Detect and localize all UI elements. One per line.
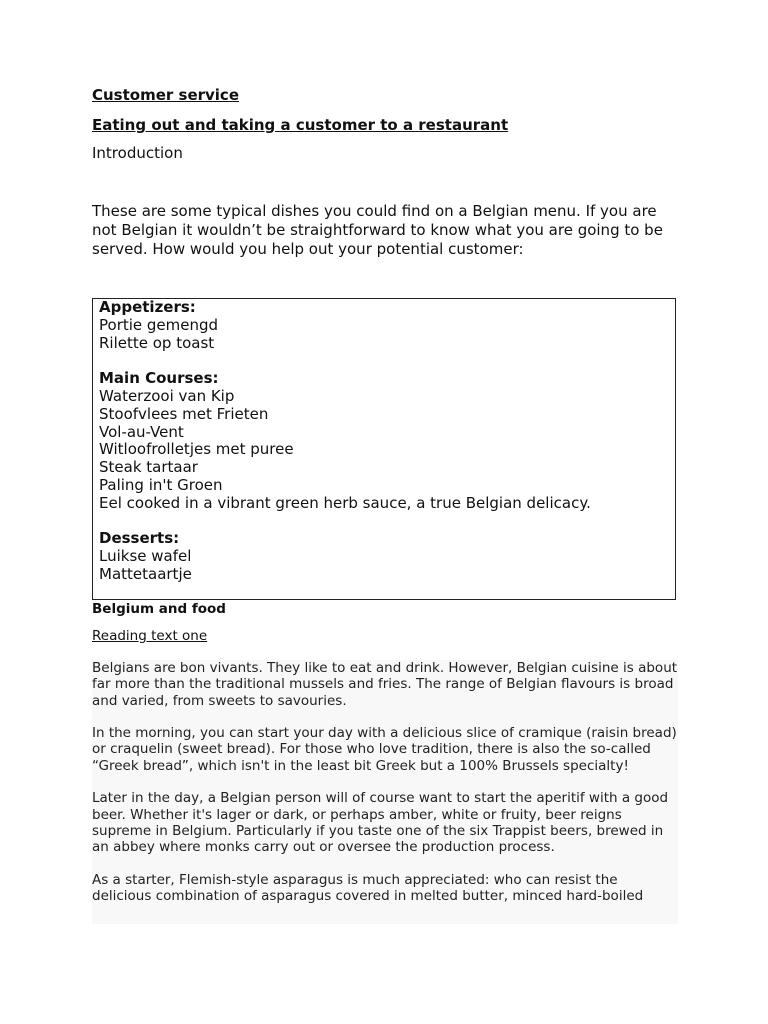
menu-item: Vol-au-Vent (99, 422, 184, 441)
heading-eating-out: Eating out and taking a customer to a restaurant (92, 116, 509, 134)
menu-item: Portie gemengd (99, 315, 219, 334)
appetizers-section (99, 299, 669, 352)
main-courses-list (99, 388, 669, 513)
appetizers-heading: Appetizers: (99, 298, 196, 316)
main-courses-section (99, 370, 669, 512)
reading-paragraph: Later in the day, a Belgian person will of course want to start the aperitif with a good beer. Whether it's lager or dark, or perhaps amber, white or fruity, beer reigns supreme in Belgium. Particularly if you taste one of the six Trappist beers, brewed in an abbey where monks carry out or oversee the production process. (92, 790, 669, 856)
menu-item: Eel cooked in a vibrant green herb sauce, a true Belgian delicacy. (99, 493, 591, 512)
menu-item: Witloofrolletjes met puree (99, 440, 294, 459)
reading-label: Reading text one (92, 628, 208, 644)
reading-text (92, 660, 678, 924)
appetizers-list (99, 317, 669, 353)
reading-paragraph: In the morning, you can start your day with a delicious slice of cramique (raisin bread) or craquelin (sweet bread). For those who love tradition, there is also the so-called “Greek bread”, which isn't in the least bit Greek but a 100% Brussels specialty! (92, 725, 677, 774)
menu-item: Paling in't Groen (99, 475, 223, 494)
menu-item: Waterzooi van Kip (99, 386, 235, 405)
menu-item: Mattetaartje (99, 564, 192, 583)
main-courses-heading: Main Courses: (99, 369, 219, 388)
menu-item: Stoofvlees met Frieten (99, 404, 269, 423)
section-title: Belgium and food (92, 601, 226, 617)
menu-item: Luikse wafel (99, 547, 192, 566)
intro-label: Introduction (92, 144, 183, 162)
menu-box (92, 298, 676, 600)
reading-paragraph: Belgians are bon vivants. They like to eat and drink. However, Belgian cuisine is about far more than the traditional mussels and fries. The range of Belgian flavours is broad and varied, from sweets to savouries. (92, 660, 678, 709)
heading-customer-service: Customer service (92, 86, 239, 104)
desserts-section (99, 530, 669, 583)
desserts-list (99, 548, 669, 584)
menu-item: Steak tartaar (99, 458, 198, 477)
intro-paragraph: These are some typical dishes you could find on a Belgian menu. If you are not Belgian it wouldn’t be straightforward to know what you are going to be served. How would you help out your potential customer: (92, 202, 663, 258)
reading-paragraph: As a starter, Flemish-style asparagus is much appreciated: who can resist the delicious combination of asparagus covered in melted butter, minced hard-boiled (92, 871, 644, 905)
menu-item: Rilette op toast (99, 333, 215, 352)
desserts-heading: Desserts: (99, 529, 180, 548)
